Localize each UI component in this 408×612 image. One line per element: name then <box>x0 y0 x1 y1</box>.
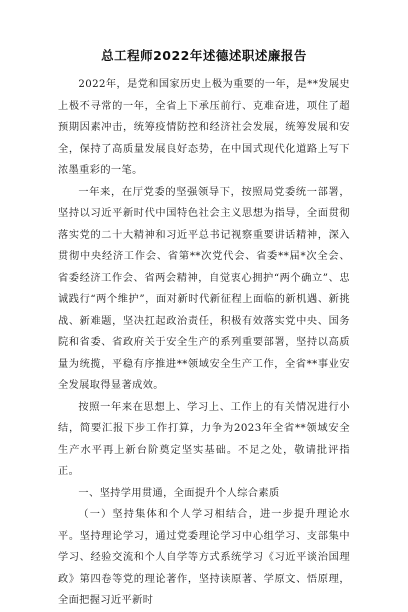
paragraph-review: 一年来，在厅党委的坚强领导下，按照局党委统一部署，坚持以习近平新时代中国特色社会主义思想为指导，全面贯彻落实党的二十大精神和习近平总书记视察重要讲话精神，深入贯彻中央经济工作会、省第**次党代会、省委**届*次全会、省委经济工作会、省两会精神，自觉衷心拥护“两个确立”、忠诚践行“两个维护”，面对新时代新征程上面临的新机遇、新挑战、新难题，坚决扛起政治责任，积极有效落实党中央、国务院和省委、省政府关于安全生产的系列重要部署，坚持以高质量为统揽，平稳有序推进**领域安全生产工作，全省**事业安全发展取得显著成效。 <box>58 186 350 391</box>
paragraph-summary: 按照一年来在思想上、学习上、工作上的有关情况进行小结，简要汇报下步工作打算，力争为2023年全省**领域安全生产水平再上新台阶奠定坚实基础。不足之处，敬请批评指正。 <box>58 401 350 477</box>
paragraph-study: （一）坚持集体和个人学习相结合，进一步提升理论水平。坚持理论学习，通过党委理论学习中心组学习、支部集中学习、经验交流和个人自学等方式系统学习《习近平谈治国理政》第四卷等党的理论著作，坚持读原著、学原文、悟原理，全面把握习近平新时 <box>58 509 350 606</box>
section-heading: 一、坚持学用贯通，全面提升个人综合素质 <box>78 487 280 499</box>
document-title: 总工程师2022年述德述职述廉报告 <box>101 48 307 63</box>
paragraph-intro: 2022年，是党和国家历史上极为重要的一年，是**发展史上极不寻常的一年，全省上下承压前行、克难奋进，项住了超预期因素冲击，统筹疫情防控和经济社会发展，统筹发展和安全，保持了高质量发展良好态势，在中国式现代化道路上写下浓墨重彩的一笔。 <box>58 79 350 176</box>
